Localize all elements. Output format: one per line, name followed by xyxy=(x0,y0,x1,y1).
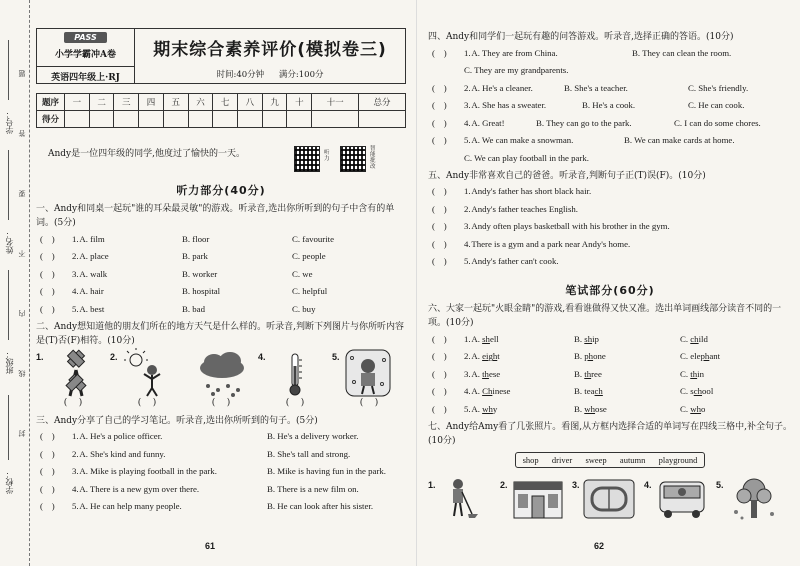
q1-item-4[interactable] xyxy=(40,283,406,301)
picture-number: 5. xyxy=(332,351,340,362)
q7-photo-1 xyxy=(428,476,500,520)
q3-item-4[interactable] xyxy=(40,480,406,498)
intro-text: Andy是一位四年级的同学,他度过了愉快的一天。 xyxy=(48,149,246,159)
col-2: 二 xyxy=(89,94,114,111)
seal-mark-feng: 封 xyxy=(18,430,26,437)
option-a: 3. A. Mike is playing football in the park. xyxy=(72,466,217,477)
q1-item-5[interactable] xyxy=(40,300,406,318)
score-cell[interactable] xyxy=(213,111,238,128)
statement: 2. Andy's father teaches English. xyxy=(464,203,578,214)
picture-number: 4. xyxy=(644,479,652,490)
statement: 3. Andy often plays basketball with his brother in the gym. xyxy=(464,221,670,232)
exam-time: 时间:40分钟 xyxy=(216,70,265,80)
option-a: 2. A. place xyxy=(72,251,109,262)
answer-paren[interactable]: ( ) xyxy=(40,431,55,442)
picture-number: 1. xyxy=(428,479,436,490)
qr-caption-listening: 听力 xyxy=(324,150,330,162)
option-b: B. whose xyxy=(574,403,607,414)
option-b: B. teach xyxy=(574,386,603,397)
seal-mark-xian: 线 xyxy=(18,370,26,377)
col-3: 三 xyxy=(114,94,139,111)
answer-paren[interactable]: ( ) xyxy=(40,466,55,477)
word-bank-item: shop xyxy=(522,454,539,465)
seal-mark-bu: 不 xyxy=(18,250,26,257)
option-b: B. He's a cook. xyxy=(582,100,636,111)
option-c: C. school xyxy=(680,386,714,397)
score-cell[interactable] xyxy=(238,111,263,128)
q7-photo-4 xyxy=(644,476,716,520)
exam-meta xyxy=(211,68,330,80)
word-bank-item: autumn xyxy=(619,454,646,465)
exam-score: 满分:100分 xyxy=(278,70,324,80)
seal-mark-yao: 要 xyxy=(18,190,26,197)
statement: 1. Andy's father has short black hair. xyxy=(464,186,592,197)
col-10: 十 xyxy=(287,94,312,111)
picture-number: 5. xyxy=(716,479,724,490)
series-name: 小学学霸冲A卷 xyxy=(55,50,116,60)
picture-number: 2. xyxy=(500,479,508,490)
option-c: C. child xyxy=(680,333,708,344)
sunny-boy-icon xyxy=(110,348,184,398)
pass-badge: PASS xyxy=(64,32,107,43)
answer-paren[interactable]: ( ) xyxy=(40,233,55,244)
option-b: B. They can clean the room. xyxy=(632,47,732,58)
option-a: 3. A. walk xyxy=(72,268,108,279)
answer-paren[interactable]: ( ) xyxy=(137,397,157,408)
autumn-tree-icon xyxy=(716,476,788,520)
snow-kid-icon xyxy=(332,348,406,398)
q6-options xyxy=(428,330,792,418)
col-5: 五 xyxy=(163,94,188,111)
option-b: B. Mike is having fun in the park. xyxy=(267,466,386,477)
q6-item-1[interactable] xyxy=(432,330,792,348)
option-b: B. hospital xyxy=(182,286,221,297)
answer-paren[interactable]: ( ) xyxy=(40,286,55,297)
option-c: C. I can do some chores. xyxy=(674,117,761,128)
score-cell[interactable] xyxy=(262,111,287,128)
option-b: B. worker xyxy=(182,268,218,279)
header-series-box xyxy=(37,29,135,83)
thermometer-icon xyxy=(258,348,332,398)
col-6: 六 xyxy=(188,94,213,111)
option-c: C. buy xyxy=(292,303,316,314)
answer-paren[interactable]: ( ) xyxy=(40,448,55,459)
q5-options xyxy=(428,183,792,271)
q4-item-2[interactable] xyxy=(432,79,792,97)
option-a: 1. A. They are from China. xyxy=(464,47,558,58)
q1-item-1[interactable] xyxy=(40,230,406,248)
q2-picture-2 xyxy=(110,348,184,398)
option-a: 3. A. She has a sweater. xyxy=(464,100,547,111)
q5-item-5[interactable] xyxy=(432,253,792,271)
answer-paren[interactable]: ( ) xyxy=(40,483,55,494)
q5-item-1[interactable] xyxy=(432,183,792,201)
q4-item-5-c xyxy=(432,149,792,167)
option-c: C. favourite xyxy=(292,233,335,244)
score-cell[interactable] xyxy=(359,111,406,128)
number-field-label: 学号： xyxy=(5,110,14,134)
q5-item-4[interactable] xyxy=(432,235,792,253)
answer-paren[interactable]: ( ) xyxy=(40,501,55,512)
answer-paren[interactable]: ( ) xyxy=(359,397,379,408)
option-c: C. people xyxy=(292,251,326,262)
class-line xyxy=(8,270,9,340)
statement: 5. Andy's father can't cook. xyxy=(464,256,559,267)
q4-item-4[interactable] xyxy=(432,114,792,132)
option-a: 4. A. Chinese xyxy=(464,386,511,397)
q7-photo-5 xyxy=(716,476,788,520)
qr-caption-grading: 智能批改 xyxy=(370,146,376,170)
option-a: 5. A. He can help many people. xyxy=(72,501,182,512)
score-cell[interactable] xyxy=(312,111,359,128)
word-bank-item: sweep xyxy=(585,454,607,465)
picture-number: 4. xyxy=(258,351,266,362)
left-page xyxy=(36,28,406,515)
option-b: B. They can go to the park. xyxy=(536,117,632,128)
option-b: B. We can make cards at home. xyxy=(624,135,735,146)
option-a: 5. A. We can make a snowman. xyxy=(464,135,574,146)
q2-answers xyxy=(36,398,406,412)
score-cell[interactable] xyxy=(163,111,188,128)
option-a: 2. A. eight xyxy=(464,351,500,362)
option-b: B. phone xyxy=(574,351,606,362)
q3-item-5[interactable] xyxy=(40,498,406,516)
answer-paren[interactable]: ( ) xyxy=(432,333,447,344)
answer-paren[interactable]: ( ) xyxy=(40,268,55,279)
q4-heading: 四、Andy和同学们一起玩有趣的问答游戏。听录音,选择正确的答语。(10分) xyxy=(428,32,734,42)
score-label-cell: 得分 xyxy=(37,111,65,128)
q1-item-2[interactable] xyxy=(40,248,406,266)
answer-paren[interactable]: ( ) xyxy=(432,403,447,414)
writing-section-title: 笔试部分(60分) xyxy=(565,284,655,297)
q7-photo-2 xyxy=(500,476,572,520)
word-bank-item: playground xyxy=(658,454,698,465)
answer-paren[interactable]: ( ) xyxy=(432,100,447,111)
school-line xyxy=(8,395,9,460)
option-a: 4. A. There is a new gym over there. xyxy=(72,483,200,494)
q7-photos xyxy=(428,476,792,520)
answer-paren[interactable]: ( ) xyxy=(432,368,447,379)
q4-item-3[interactable] xyxy=(432,97,792,115)
option-a: 4. A. hair xyxy=(72,286,104,297)
q6-item-4[interactable] xyxy=(432,383,792,401)
answer-paren[interactable]: ( ) xyxy=(432,186,447,197)
answer-paren[interactable]: ( ) xyxy=(40,303,55,314)
name-line xyxy=(8,150,9,220)
binding-strip xyxy=(0,0,30,566)
option-b: B. He's a delivery worker. xyxy=(267,431,359,442)
rain-cloud-icon xyxy=(184,348,258,398)
q7-photo-3 xyxy=(572,476,644,520)
option-a: 1. A. film xyxy=(72,233,105,244)
windmill-icon xyxy=(36,348,110,398)
answer-paren[interactable]: ( ) xyxy=(432,238,447,249)
page-divider xyxy=(416,0,417,566)
q3-heading: 三、Andy分享了自己的学习笔记。听录音,选出你所听到的句子。(5分) xyxy=(36,415,318,426)
number-line xyxy=(8,40,9,100)
seal-mark-da: 答 xyxy=(18,130,26,137)
option-b: B. She's tall and strong. xyxy=(267,448,351,459)
option-c: C. elephant xyxy=(680,351,721,362)
option-a: 3. A. these xyxy=(464,368,501,379)
option-b: B. She's a teacher. xyxy=(564,82,628,93)
col-11: 十一 xyxy=(312,94,359,111)
q3-item-2[interactable] xyxy=(40,445,406,463)
picture-number: 3. xyxy=(572,479,580,490)
score-table-score-row xyxy=(37,111,406,128)
q5-item-2[interactable] xyxy=(432,200,792,218)
answer-paren[interactable]: ( ) xyxy=(432,351,447,362)
answer-paren[interactable]: ( ) xyxy=(432,256,447,267)
word-bank xyxy=(515,452,705,468)
answer-paren[interactable]: ( ) xyxy=(432,221,447,232)
qr-code-listening[interactable] xyxy=(294,146,320,172)
col-total: 总分 xyxy=(359,94,406,111)
option-a: 4. A. Great! xyxy=(464,117,505,128)
option-b: B. floor xyxy=(182,233,210,244)
option-a: 2. A. He's a cleaner. xyxy=(464,82,533,93)
answer-paren[interactable]: ( ) xyxy=(432,117,447,128)
q1-options xyxy=(36,230,406,318)
option-c: C. who xyxy=(680,403,706,414)
q1-heading: 一、Andy和同桌一起玩"谁的耳朵最灵敏"的游戏。听录音,选出你所听到的句子中含有的单词。(5分) xyxy=(36,204,395,228)
col-7: 七 xyxy=(213,94,238,111)
answer-paren[interactable]: ( ) xyxy=(432,82,447,93)
q5-item-3[interactable] xyxy=(432,218,792,236)
q3-options xyxy=(36,428,406,516)
q4-options xyxy=(428,44,792,167)
q6-item-5[interactable] xyxy=(432,400,792,418)
listening-section-title: 听力部分(40分) xyxy=(176,184,266,197)
option-a: 1. A. shell xyxy=(464,333,499,344)
statement: 4. There is a gym and a park near Andy's home. xyxy=(464,238,631,249)
q5-heading: 五、Andy非常喜欢自己的爸爸。听录音,判断句子正(T)误(F)。(10分) xyxy=(428,170,706,181)
q1-item-3[interactable] xyxy=(40,265,406,283)
score-cell[interactable] xyxy=(89,111,114,128)
q2-pictures xyxy=(36,348,406,398)
q2-picture-4 xyxy=(258,348,332,398)
picture-number: 2. xyxy=(110,351,118,362)
answer-paren[interactable]: ( ) xyxy=(432,47,447,58)
picture-number: 1. xyxy=(36,351,44,362)
playground-icon xyxy=(572,476,644,520)
school-field-label: 学校： xyxy=(5,470,14,494)
q4-item-1-c xyxy=(432,62,792,80)
option-c: C. helpful xyxy=(292,286,328,297)
score-cell[interactable] xyxy=(287,111,312,128)
answer-paren[interactable]: ( ) xyxy=(285,397,305,408)
answer-paren[interactable]: ( ) xyxy=(63,397,83,408)
score-table-header-row xyxy=(37,94,406,111)
seal-mark-nei: 内 xyxy=(18,310,26,317)
grade-label: 英语四年级上·RJ xyxy=(37,66,134,83)
q7-heading: 七、Andy给Amy看了几张照片。看图,从方框内选择合适的单词写在四线三格中,补全句子。(10分) xyxy=(428,421,792,446)
q4-item-5[interactable] xyxy=(432,132,792,150)
score-cell[interactable] xyxy=(139,111,164,128)
answer-paren[interactable]: ( ) xyxy=(211,397,231,408)
score-table xyxy=(36,93,406,128)
option-c: C. We can play football in the park. xyxy=(464,152,589,163)
q2-picture-3 xyxy=(184,348,258,398)
page-number-left: 61 xyxy=(205,541,216,551)
option-b: B. three xyxy=(574,368,602,379)
row-label-cell: 题序 xyxy=(37,94,65,111)
col-1: 一 xyxy=(65,94,90,111)
option-c: C. we xyxy=(292,268,313,279)
seal-mark-ti: 题 xyxy=(18,70,26,77)
score-cell[interactable] xyxy=(114,111,139,128)
q2-picture-5 xyxy=(332,348,406,398)
option-a: 1. A. He's a police officer. xyxy=(72,431,163,442)
q2-picture-1 xyxy=(36,348,110,398)
q3-item-3[interactable] xyxy=(40,463,406,481)
q4-item-1[interactable] xyxy=(432,44,792,62)
answer-paren[interactable]: ( ) xyxy=(432,135,447,146)
option-a: 2. A. She's kind and funny. xyxy=(72,448,166,459)
col-8: 八 xyxy=(238,94,263,111)
option-c: C. thin xyxy=(680,368,704,379)
intro-row xyxy=(36,146,406,172)
col-9: 九 xyxy=(262,94,287,111)
sweeping-boy-icon xyxy=(428,476,500,520)
score-cell[interactable] xyxy=(188,111,213,128)
option-a: 5. A. best xyxy=(72,303,105,314)
page-number-right: 62 xyxy=(594,541,605,551)
answer-paren[interactable]: ( ) xyxy=(432,386,447,397)
qr-code-grading[interactable] xyxy=(340,146,366,172)
right-page xyxy=(428,30,792,520)
bus-driver-icon xyxy=(644,476,716,520)
q2-heading: 二、Andy想知道他的朋友们所在的地方天气是什么样的。听录音,判断下列图片与你所听内容是(T)否(F)相符。(10分) xyxy=(36,321,405,346)
col-4: 四 xyxy=(139,94,164,111)
option-b: B. ship xyxy=(574,333,599,344)
q6-heading: 六、大家一起玩"火眼金睛"的游戏,看看谁做得又快又准。选出单词画线部分读音不同的一项。(10分) xyxy=(428,304,782,328)
shop-front-icon xyxy=(500,476,572,520)
option-c: C. They are my grandparents. xyxy=(464,65,569,76)
answer-paren[interactable]: ( ) xyxy=(40,251,55,262)
q6-item-3[interactable] xyxy=(432,365,792,383)
answer-paren[interactable]: ( ) xyxy=(432,203,447,214)
option-b: B. park xyxy=(182,251,208,262)
option-c: C. He can cook. xyxy=(688,100,745,111)
score-cell[interactable] xyxy=(65,111,90,128)
option-a: 5. A. why xyxy=(464,403,498,414)
exam-header xyxy=(36,28,406,84)
option-b: B. There is a new film on. xyxy=(267,483,359,494)
word-bank-item: driver xyxy=(551,454,573,465)
class-field-label: 班级： xyxy=(5,350,14,374)
header-title-box xyxy=(135,29,405,83)
q3-item-1[interactable] xyxy=(40,428,406,446)
option-c: C. She's friendly. xyxy=(688,82,749,93)
option-b: B. He can look after his sister. xyxy=(267,501,374,512)
name-field-label: 姓名： xyxy=(5,230,14,254)
option-b: B. bad xyxy=(182,303,205,314)
exam-title: 期末综合素养评价(模拟卷三) xyxy=(153,40,387,60)
q6-item-2[interactable] xyxy=(432,348,792,366)
